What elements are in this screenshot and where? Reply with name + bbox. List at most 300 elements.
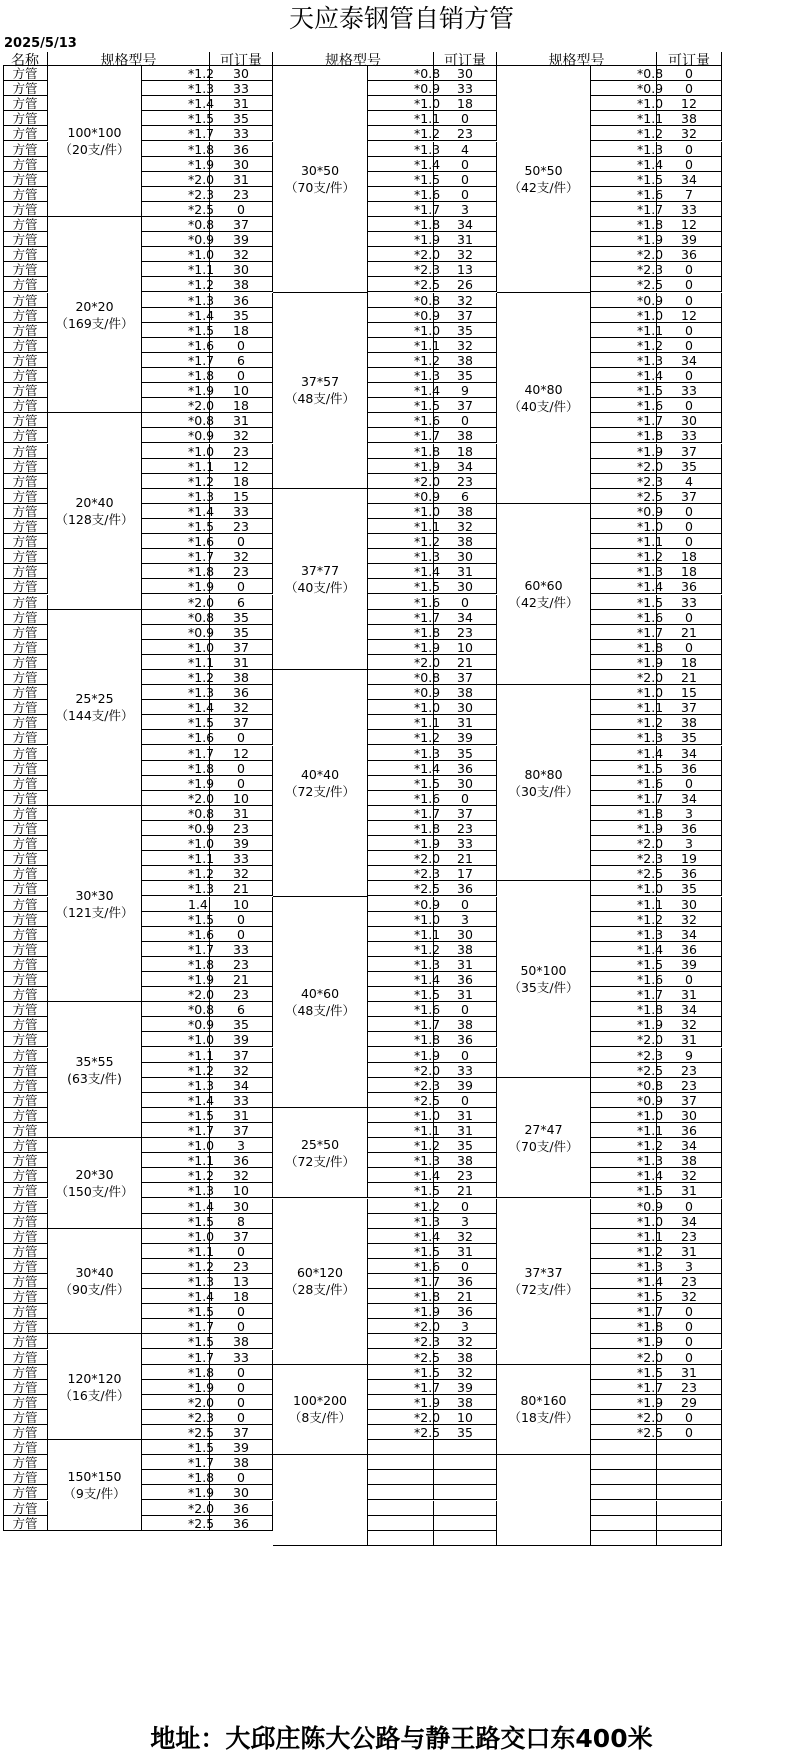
spec-group [48, 1334, 142, 1440]
quantity-cell: 32 [434, 1334, 497, 1349]
quantity-cell: 36 [210, 1501, 273, 1516]
quantity-cell: 21 [434, 655, 497, 670]
quantity-cell: 0 [210, 1319, 273, 1334]
thickness-cell: *0.9 [368, 308, 434, 323]
thickness-cell: *1.4 [368, 972, 434, 987]
quantity-cell: 10 [210, 897, 273, 912]
row-name: 方管 [3, 1108, 48, 1123]
thickness-cell [591, 1531, 657, 1546]
thickness-cell: *1.1 [591, 1229, 657, 1244]
quantity-cell: 31 [657, 1183, 722, 1198]
quantity-cell: 34 [657, 746, 722, 761]
quantity-cell: 31 [657, 1365, 722, 1380]
quantity-cell: 30 [657, 1108, 722, 1123]
quantity-cell: 0 [657, 81, 722, 96]
thickness-cell: *1.9 [591, 1395, 657, 1410]
thickness-cell: *1.3 [368, 1153, 434, 1168]
thickness-cell: *1.7 [368, 428, 434, 443]
thickness-cell: *0.9 [142, 821, 210, 836]
thickness-cell: *2.0 [591, 1350, 657, 1365]
quantity-cell: 21 [434, 1183, 497, 1198]
thickness-cell: *1.8 [368, 217, 434, 232]
thickness-cell [591, 1501, 657, 1516]
thickness-cell: *1.5 [368, 172, 434, 187]
quantity-cell: 37 [210, 715, 273, 730]
spec-group [273, 1108, 368, 1199]
quantity-cell: 35 [210, 111, 273, 126]
thickness-cell: *1.5 [142, 1440, 210, 1455]
thickness-cell: *1.2 [591, 715, 657, 730]
spec-size: 30*50 [300, 162, 340, 178]
spec-pack: （9支/件） [63, 1485, 126, 1501]
row-name: 方管 [3, 730, 48, 745]
quantity-cell: 31 [434, 1244, 497, 1259]
spec-group [48, 610, 142, 806]
thickness-cell: *1.5 [591, 761, 657, 776]
quantity-cell: 0 [210, 1365, 273, 1380]
thickness-cell: *1.1 [368, 715, 434, 730]
thickness-cell: *1.8 [142, 368, 210, 383]
quantity-cell: 0 [657, 66, 722, 81]
spec-size: 60*120 [296, 1265, 343, 1281]
thickness-cell: *2.3 [591, 1048, 657, 1063]
quantity-cell: 0 [657, 142, 722, 157]
thickness-cell: *1.3 [142, 1183, 210, 1198]
spec-group [273, 293, 368, 489]
thickness-cell: *2.0 [591, 836, 657, 851]
thickness-cell: *1.4 [142, 308, 210, 323]
row-name: 方管 [3, 1455, 48, 1470]
spec-size: 60*60 [524, 577, 563, 593]
spec-group [48, 1440, 142, 1531]
quantity-cell: 0 [210, 927, 273, 942]
quantity-cell [657, 1531, 722, 1546]
quantity-cell: 0 [434, 1199, 497, 1214]
quantity-cell: 35 [434, 1138, 497, 1153]
thickness-cell: *1.3 [368, 549, 434, 564]
spec-pack: （42支/件） [508, 179, 579, 195]
thickness-cell: *0.9 [591, 1093, 657, 1108]
quantity-cell: 36 [210, 1516, 273, 1531]
spec-group [497, 293, 591, 504]
row-name: 方管 [3, 942, 48, 957]
thickness-cell: *1.7 [142, 126, 210, 141]
quantity-cell: 0 [210, 1410, 273, 1425]
quantity-cell: 10 [434, 1410, 497, 1425]
quantity-cell: 0 [210, 534, 273, 549]
thickness-cell: *1.9 [368, 1048, 434, 1063]
quantity-cell: 19 [657, 851, 722, 866]
spec-pack: (63支/件) [67, 1070, 122, 1086]
thickness-cell: *1.9 [591, 655, 657, 670]
thickness-cell: *1.7 [142, 1455, 210, 1470]
quantity-cell: 33 [434, 836, 497, 851]
thickness-cell: *2.3 [368, 1078, 434, 1093]
thickness-cell [368, 1470, 434, 1485]
quantity-cell: 38 [434, 1350, 497, 1365]
thickness-cell: *1.7 [142, 1350, 210, 1365]
header-spec: 规格型号 [497, 52, 657, 66]
thickness-cell: *1.2 [591, 126, 657, 141]
quantity-cell: 0 [657, 323, 722, 338]
thickness-cell: *1.7 [591, 987, 657, 1002]
thickness-cell: *0.9 [142, 1017, 210, 1032]
quantity-cell: 33 [210, 942, 273, 957]
spec-group [273, 489, 368, 670]
quantity-cell: 18 [210, 1289, 273, 1304]
row-name: 方管 [3, 81, 48, 96]
row-name: 方管 [3, 534, 48, 549]
quantity-cell: 23 [210, 564, 273, 579]
thickness-cell: *1.5 [591, 957, 657, 972]
quantity-cell: 0 [210, 338, 273, 353]
quantity-cell: 7 [657, 187, 722, 202]
quantity-cell: 38 [657, 715, 722, 730]
quantity-cell: 0 [434, 172, 497, 187]
thickness-cell: *1.9 [591, 232, 657, 247]
quantity-cell: 10 [210, 383, 273, 398]
row-name: 方管 [3, 761, 48, 776]
quantity-cell: 38 [657, 1153, 722, 1168]
spec-size: 27*47 [524, 1121, 563, 1137]
quantity-cell: 39 [657, 232, 722, 247]
thickness-cell: *1.7 [591, 791, 657, 806]
spec-pack: （128支/件） [55, 511, 134, 527]
quantity-cell: 0 [657, 504, 722, 519]
quantity-cell: 36 [434, 881, 497, 896]
row-name: 方管 [3, 474, 48, 489]
thickness-cell: *2.5 [591, 1425, 657, 1440]
quantity-cell: 0 [210, 1304, 273, 1319]
thickness-cell: *1.5 [368, 1183, 434, 1198]
row-name: 方管 [3, 836, 48, 851]
quantity-cell: 0 [210, 912, 273, 927]
thickness-cell: *1.7 [142, 746, 210, 761]
thickness-cell: *1.0 [368, 323, 434, 338]
quantity-cell: 0 [657, 277, 722, 292]
row-name: 方管 [3, 1123, 48, 1138]
header-qty: 可订量 [434, 52, 497, 66]
thickness-cell: *1.6 [142, 730, 210, 745]
thickness-cell: *1.5 [368, 579, 434, 594]
quantity-cell: 3 [434, 1319, 497, 1334]
quantity-cell: 31 [434, 564, 497, 579]
thickness-cell: *1.0 [142, 836, 210, 851]
quantity-cell: 37 [210, 1048, 273, 1063]
row-name: 方管 [3, 987, 48, 1002]
row-name: 方管 [3, 126, 48, 141]
thickness-cell: *1.2 [142, 474, 210, 489]
quantity-cell: 0 [657, 1304, 722, 1319]
thickness-cell: *1.8 [368, 444, 434, 459]
thickness-cell: *1.1 [368, 1123, 434, 1138]
quantity-cell: 29 [657, 1395, 722, 1410]
thickness-cell: *1.7 [142, 353, 210, 368]
thickness-cell: *1.5 [368, 776, 434, 791]
thickness-cell: *1.7 [368, 202, 434, 217]
spec-size: 100*100 [67, 125, 122, 140]
row-name: 方管 [3, 685, 48, 700]
spec-size: 37*37 [524, 1265, 563, 1281]
quantity-cell [434, 1485, 497, 1500]
quantity-cell: 23 [657, 1229, 722, 1244]
thickness-cell: *1.3 [368, 746, 434, 761]
quantity-cell: 36 [434, 1032, 497, 1047]
thickness-cell: *2.3 [368, 1334, 434, 1349]
quantity-cell: 21 [210, 972, 273, 987]
thickness-cell: *1.3 [591, 1153, 657, 1168]
quantity-cell: 33 [210, 126, 273, 141]
quantity-cell: 38 [210, 277, 273, 292]
thickness-cell: *1.5 [368, 1365, 434, 1380]
quantity-cell: 38 [434, 534, 497, 549]
quantity-cell: 13 [434, 262, 497, 277]
row-name: 方管 [3, 308, 48, 323]
thickness-cell [368, 1485, 434, 1500]
row-name: 方管 [3, 1395, 48, 1410]
thickness-cell: *1.1 [591, 1123, 657, 1138]
thickness-cell: *1.2 [368, 534, 434, 549]
thickness-cell: *2.5 [142, 1516, 210, 1531]
quantity-cell: 38 [434, 504, 497, 519]
spec-pack: （8支/件） [288, 1410, 352, 1426]
quantity-cell: 0 [434, 897, 497, 912]
quantity-cell [434, 1440, 497, 1455]
row-name: 方管 [3, 1410, 48, 1425]
thickness-cell: *1.7 [368, 610, 434, 625]
thickness-cell: *1.1 [591, 534, 657, 549]
row-name: 方管 [3, 866, 48, 881]
thickness-cell: *2.0 [142, 398, 210, 413]
quantity-cell: 3 [210, 1138, 273, 1153]
thickness-cell: *2.0 [142, 987, 210, 1002]
thickness-cell: *1.0 [142, 1032, 210, 1047]
row-name: 方管 [3, 142, 48, 157]
thickness-cell: *2.0 [591, 247, 657, 262]
quantity-cell: 13 [210, 1274, 273, 1289]
quantity-cell: 23 [434, 126, 497, 141]
quantity-cell: 38 [434, 1153, 497, 1168]
quantity-cell: 0 [434, 157, 497, 172]
thickness-cell: *0.9 [591, 293, 657, 308]
thickness-cell: *1.7 [591, 1380, 657, 1395]
quantity-cell: 23 [434, 474, 497, 489]
row-name: 方管 [3, 1289, 48, 1304]
spec-pack: （18支/件） [508, 1410, 579, 1426]
thickness-cell: *2.5 [591, 277, 657, 292]
spec-group [497, 685, 591, 881]
quantity-cell: 31 [210, 413, 273, 428]
thickness-cell: *1.1 [368, 111, 434, 126]
quantity-cell: 32 [210, 866, 273, 881]
thickness-cell: *0.9 [142, 625, 210, 640]
thickness-cell: *2.3 [368, 262, 434, 277]
thickness-cell: *2.0 [368, 655, 434, 670]
thickness-cell: *1.9 [368, 836, 434, 851]
quantity-cell: 10 [210, 791, 273, 806]
quantity-cell: 23 [210, 187, 273, 202]
spec-size: 80*80 [524, 766, 563, 782]
thickness-cell: *2.3 [591, 851, 657, 866]
quantity-cell: 3 [434, 912, 497, 927]
quantity-cell: 31 [434, 1123, 497, 1138]
thickness-cell: *2.0 [368, 1410, 434, 1425]
spec-pack: （20支/件） [59, 142, 130, 157]
quantity-cell: 31 [210, 172, 273, 187]
quantity-cell: 8 [210, 1214, 273, 1229]
thickness-cell [591, 1485, 657, 1500]
quantity-cell: 31 [434, 1108, 497, 1123]
quantity-cell: 32 [434, 1365, 497, 1380]
thickness-cell: *1.0 [142, 640, 210, 655]
thickness-cell: *2.5 [142, 202, 210, 217]
quantity-cell [657, 1485, 722, 1500]
thickness-cell: *1.6 [591, 187, 657, 202]
quantity-cell: 30 [434, 927, 497, 942]
thickness-cell: *1.2 [368, 942, 434, 957]
quantity-cell: 21 [434, 1289, 497, 1304]
quantity-cell: 36 [657, 821, 722, 836]
quantity-cell: 38 [434, 353, 497, 368]
spec-size: 50*50 [524, 162, 563, 178]
thickness-cell: *1.5 [142, 1334, 210, 1349]
thickness-cell: *1.8 [591, 806, 657, 821]
thickness-cell: *1.7 [591, 625, 657, 640]
thickness-cell: *1.7 [368, 1017, 434, 1032]
spec-group [48, 66, 142, 217]
thickness-cell: *0.8 [591, 66, 657, 81]
row-name: 方管 [3, 715, 48, 730]
row-name: 方管 [3, 610, 48, 625]
quantity-cell: 33 [210, 851, 273, 866]
spec-group [273, 1365, 368, 1456]
quantity-cell: 32 [657, 1017, 722, 1032]
spec-size: 80*160 [520, 1393, 567, 1409]
quantity-cell: 30 [434, 549, 497, 564]
row-name: 方管 [3, 897, 48, 912]
thickness-cell: *1.5 [591, 595, 657, 610]
quantity-cell: 32 [434, 1229, 497, 1244]
thickness-cell: *1.0 [591, 519, 657, 534]
thickness-cell: *1.0 [591, 1214, 657, 1229]
spec-size: 50*100 [520, 963, 567, 979]
row-name: 方管 [3, 1274, 48, 1289]
thickness-cell: *1.3 [591, 730, 657, 745]
quantity-cell: 34 [434, 459, 497, 474]
quantity-cell: 32 [657, 912, 722, 927]
quantity-cell: 33 [210, 1350, 273, 1365]
thickness-cell: 1.4 [142, 897, 210, 912]
thickness-cell [591, 1440, 657, 1455]
quantity-cell: 31 [434, 957, 497, 972]
quantity-cell: 23 [210, 519, 273, 534]
thickness-cell: *1.9 [368, 1395, 434, 1410]
thickness-cell: *1.4 [591, 942, 657, 957]
row-name: 方管 [3, 96, 48, 111]
quantity-cell: 10 [434, 640, 497, 655]
quantity-cell: 31 [657, 1032, 722, 1047]
thickness-cell: *1.5 [142, 519, 210, 534]
quantity-cell: 17 [434, 866, 497, 881]
thickness-cell: *1.6 [368, 1259, 434, 1274]
quantity-cell: 33 [657, 383, 722, 398]
spec-pack: （121支/件） [55, 904, 134, 920]
thickness-cell: *0.9 [368, 489, 434, 504]
quantity-cell: 0 [210, 368, 273, 383]
row-name: 方管 [3, 1304, 48, 1319]
quantity-cell: 23 [434, 821, 497, 836]
thickness-cell: *1.7 [368, 1274, 434, 1289]
quantity-cell: 0 [657, 1319, 722, 1334]
thickness-cell: *1.3 [591, 1259, 657, 1274]
row-name: 方管 [3, 1168, 48, 1183]
quantity-cell: 0 [210, 1470, 273, 1485]
spec-size: 37*77 [300, 562, 340, 578]
quantity-cell: 0 [657, 610, 722, 625]
thickness-cell: *1.5 [142, 912, 210, 927]
spec-group [48, 413, 142, 609]
quantity-cell: 0 [434, 791, 497, 806]
quantity-cell: 36 [434, 972, 497, 987]
quantity-cell: 0 [657, 1350, 722, 1365]
quantity-cell [434, 1516, 497, 1531]
row-name: 方管 [3, 1032, 48, 1047]
thickness-cell: *1.7 [142, 1123, 210, 1138]
thickness-cell: *1.2 [591, 912, 657, 927]
row-name: 方管 [3, 912, 48, 927]
thickness-cell: *1.8 [368, 821, 434, 836]
quantity-cell: 35 [434, 368, 497, 383]
thickness-cell: *1.2 [368, 1138, 434, 1153]
quantity-cell: 34 [210, 1078, 273, 1093]
quantity-cell: 37 [210, 1425, 273, 1440]
document-title: 天应泰钢管自销方管 [288, 4, 514, 33]
quantity-cell: 0 [657, 293, 722, 308]
header-spec: 规格型号 [48, 52, 210, 66]
quantity-cell: 0 [657, 1410, 722, 1425]
quantity-cell: 31 [210, 806, 273, 821]
row-name: 方管 [3, 972, 48, 987]
thickness-cell: *1.9 [368, 459, 434, 474]
quantity-cell: 33 [210, 81, 273, 96]
thickness-cell: *1.6 [142, 338, 210, 353]
quantity-cell [434, 1455, 497, 1470]
quantity-cell: 0 [657, 368, 722, 383]
quantity-cell: 4 [657, 474, 722, 489]
quantity-cell: 36 [657, 866, 722, 881]
thickness-cell: *1.9 [142, 383, 210, 398]
quantity-cell: 35 [657, 730, 722, 745]
spec-pack: （144支/件） [55, 708, 134, 724]
thickness-cell: *2.5 [591, 489, 657, 504]
thickness-cell: *0.9 [591, 1199, 657, 1214]
thickness-cell: *1.9 [591, 444, 657, 459]
quantity-cell: 0 [210, 1380, 273, 1395]
quantity-cell: 34 [657, 1002, 722, 1017]
thickness-cell: *1.4 [368, 1229, 434, 1244]
thickness-cell: *1.3 [142, 293, 210, 308]
thickness-cell: *0.9 [591, 504, 657, 519]
row-name: 方管 [3, 459, 48, 474]
quantity-cell: 23 [210, 987, 273, 1002]
thickness-cell: *1.8 [368, 1289, 434, 1304]
quantity-cell: 37 [434, 308, 497, 323]
thickness-cell: *1.2 [142, 670, 210, 685]
quantity-cell: 37 [210, 1229, 273, 1244]
quantity-cell: 34 [434, 217, 497, 232]
quantity-cell: 23 [210, 444, 273, 459]
thickness-cell: *2.0 [368, 1319, 434, 1334]
